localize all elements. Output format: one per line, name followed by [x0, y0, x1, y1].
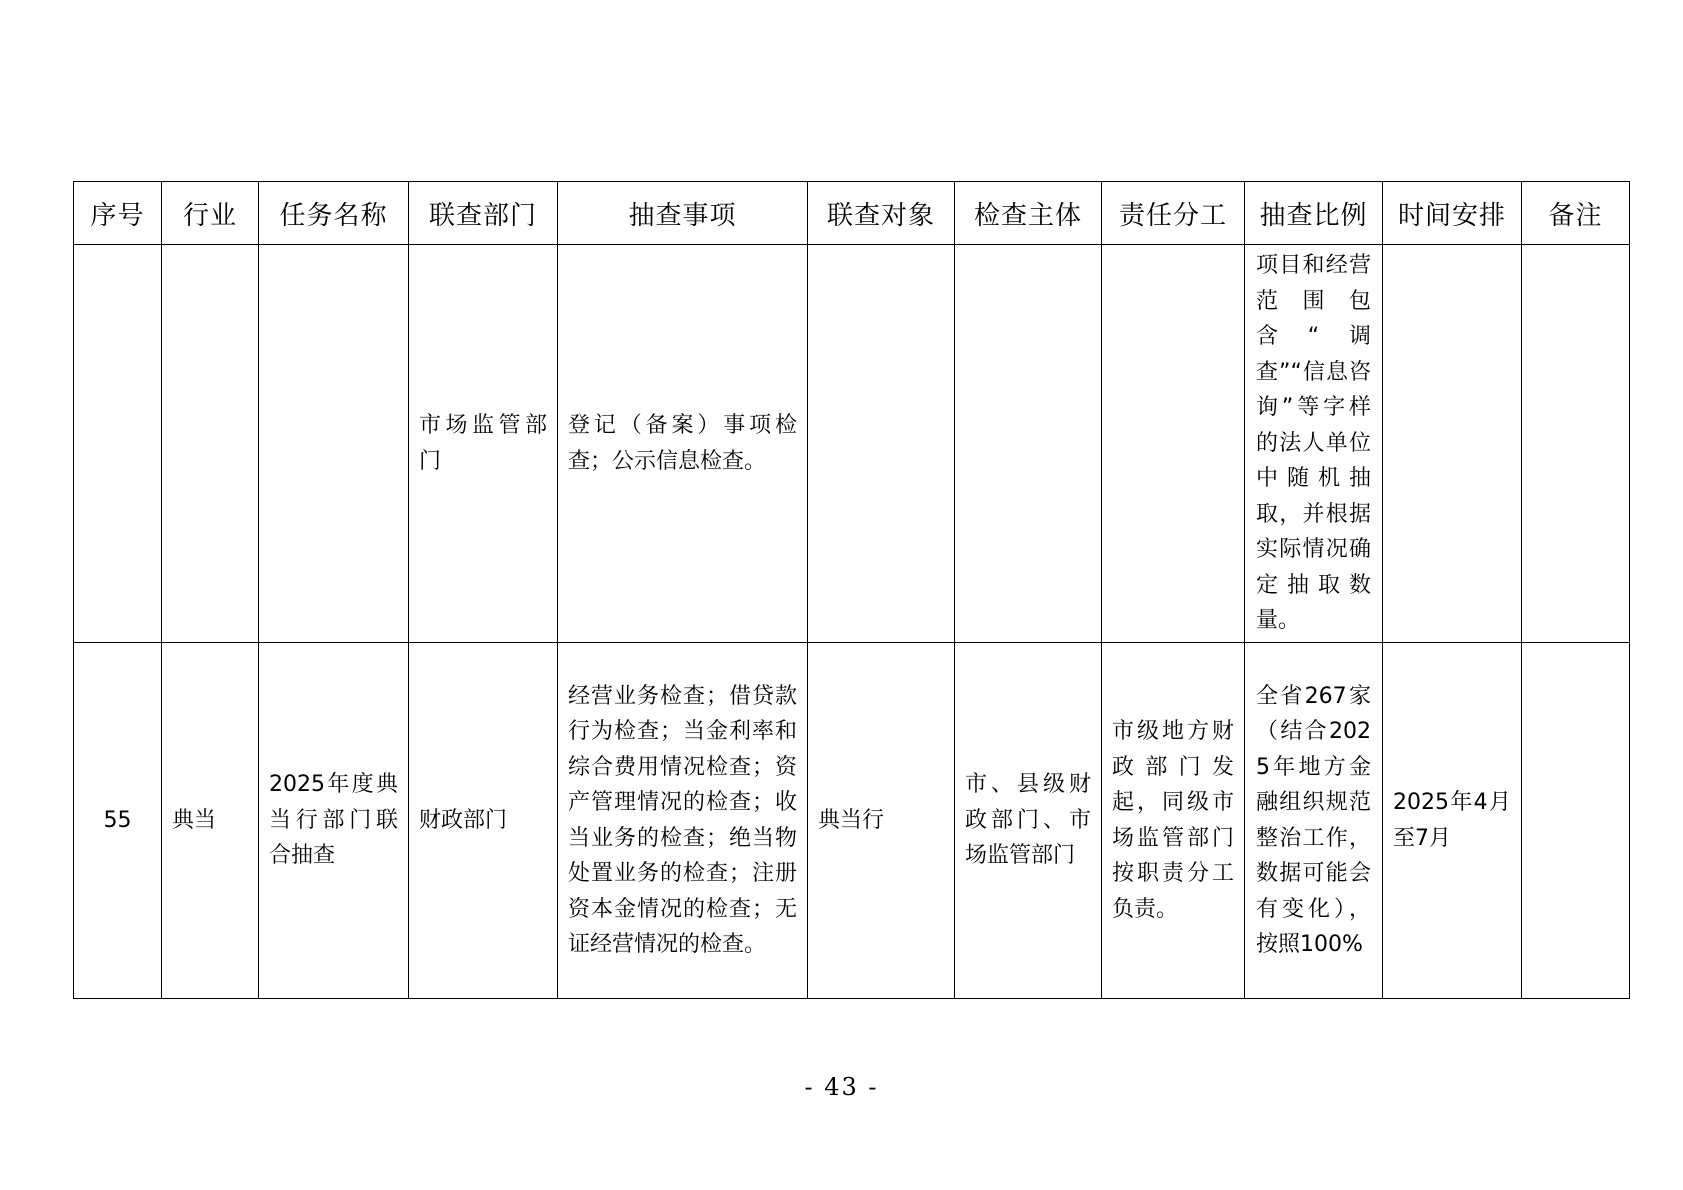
cell-target: 典当行: [818, 807, 885, 833]
header-industry: 行业: [162, 182, 259, 245]
header-target: 联查对象: [808, 182, 955, 245]
cell-schedule: 2025年4月至7月: [1393, 790, 1511, 851]
cell-ratio: 项目和经营范围包含“调查”“信息咨询”等字样的法人单位中随机抽取，并根据实际情况确定抽取数量。: [1256, 253, 1371, 634]
header-ratio: 抽查比例: [1245, 182, 1383, 245]
cell-seq: 55: [103, 807, 132, 833]
header-schedule: 时间安排: [1383, 182, 1522, 245]
header-subject: 检查主体: [955, 182, 1102, 245]
cell-dept: 市场监管部门: [419, 413, 547, 474]
cell-task: 2025年度典当行部门联合抽查: [269, 772, 398, 869]
cell-items: 登记（备案）事项检查；公示信息检查。: [568, 413, 797, 474]
page-number: - 43 -: [804, 1073, 879, 1101]
header-remark: 备注: [1522, 182, 1630, 245]
cell-dept: 财政部门: [419, 807, 508, 833]
table-row: [74, 643, 1630, 999]
cell-items: 经营业务检查；借贷款行为检查；当金利率和综合费用情况检查；资产管理情况的检查；收当业务的检查；绝当物处置业务的检查；注册资本金情况的检查；无证经营情况的检查。: [568, 683, 797, 957]
inspection-table: [73, 181, 1630, 999]
header-task: 任务名称: [259, 182, 409, 245]
cell-ratio: 全省267家（结合2025年地方金融组织规范整治工作，数据可能会有变化），按照100%: [1256, 683, 1371, 957]
cell-industry: 典当: [172, 807, 217, 833]
cell-duty: 市级地方财政部门发起，同级市场监管部门按职责分工负责。: [1112, 719, 1234, 922]
table-row: [74, 245, 1630, 643]
header-dept: 联查部门: [409, 182, 558, 245]
cell-subject: 市、县级财政部门、市场监管部门: [965, 772, 1091, 869]
header-seq: 序号: [74, 182, 162, 245]
header-duty: 责任分工: [1102, 182, 1245, 245]
header-items: 抽查事项: [558, 182, 808, 245]
table-header-row: [74, 182, 1630, 245]
